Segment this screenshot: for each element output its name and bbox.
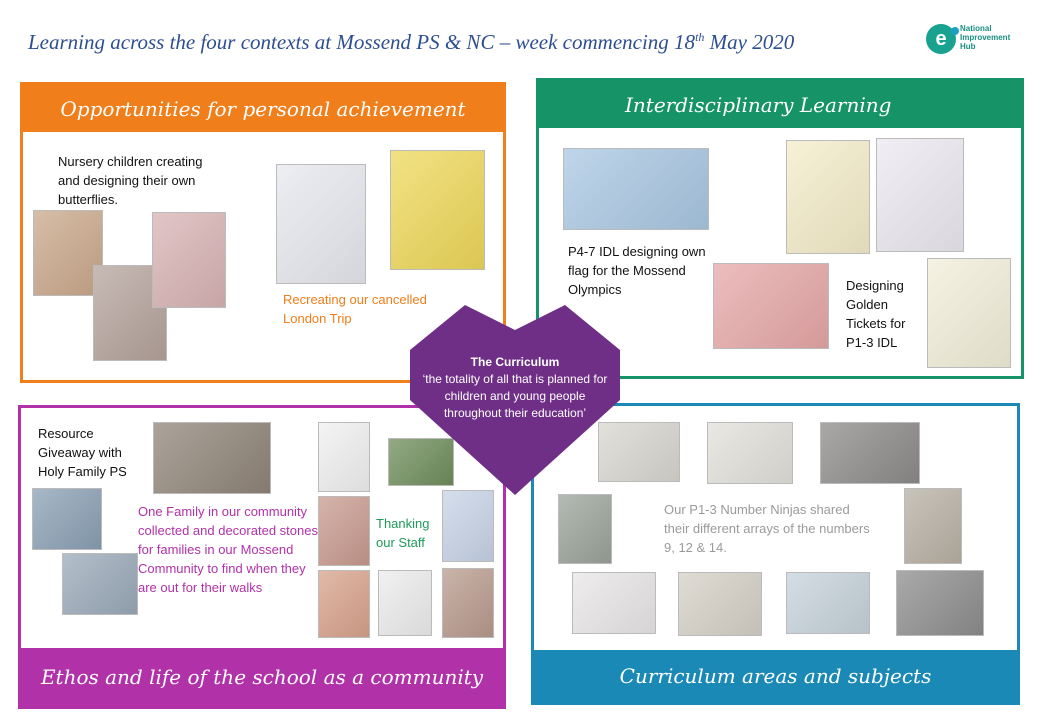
panel-interdisciplinary-learning-title: Interdisciplinary Learning [539,81,1021,128]
logo-mark-icon: e [926,24,956,54]
panel-personal-achievement-title: Opportunities for personal achievement [23,85,503,132]
golden-tickets-caption: Designing Golden Tickets for P1-3 IDL [846,278,906,350]
thank-you-star-photo [318,422,370,492]
golden-ticket-photo-3 [927,258,1011,368]
figures-photo [904,488,962,564]
national-improvement-hub-logo [926,24,1026,66]
child-sign-photo-2 [442,568,494,638]
london-trip-caption: Recreating our cancelled London Trip [283,292,427,326]
painted-stones-photo [153,422,271,494]
resource-table-photo [32,488,102,550]
butterfly-photo-3 [152,212,226,308]
london-cards-photo [276,164,366,284]
resource-giveaway-caption: Resource Giveaway with Holy Family PS [38,426,127,479]
london-letter-photo [390,150,485,270]
flag-design-caption: P4-7 IDL designing own flag for the Mossend Olympics [568,244,706,297]
child-card-photo [318,570,370,638]
curriculum-heart-quote: ‘the totality of all that is planned for children and young people throughout their education’ [422,372,608,420]
number-ninjas-caption: Our P1-3 Number Ninjas shared their different arrays of the numbers 9, 12 & 14. [664,502,870,555]
stones-caption: One Family in our community collected and decorated stones for families in our Mossend Community to find when they are out for their walks [138,504,318,595]
star-photo [378,570,432,636]
logo-text: National Improvement Hub [960,24,1011,51]
panel-ethos-community-title: Ethos and life of the school as a community [21,648,503,706]
panel-curriculum-areas-title: Curriculum areas and subjects [534,650,1017,702]
array-photo-6 [896,570,984,636]
array-photo-4 [678,572,762,636]
array-photo-5 [786,572,870,634]
flag-design-photo-1 [563,148,709,230]
chairs-photo [558,494,612,564]
page-title: Learning across the four contexts at Mossend PS & NC – week commencing 18th May 2020 [28,30,795,54]
golden-ticket-competition-photo [786,140,870,254]
flag-design-photo-2 [713,263,829,349]
array-photo-3 [572,572,656,634]
rainbow-photo [442,490,494,562]
array-photo-2 [707,422,793,484]
curriculum-heart-title: The Curriculum [470,355,560,369]
street-giveaway-photo [62,553,138,615]
curriculum-heart-text [418,354,612,422]
child-sign-photo-1 [318,496,370,566]
thanking-staff-caption: Thanking our Staff [376,516,430,550]
toys-photo [820,422,920,484]
nursery-butterflies-caption: Nursery children creating and designing their own butterflies. [58,154,203,207]
golden-ticket-photo-2 [876,138,964,252]
